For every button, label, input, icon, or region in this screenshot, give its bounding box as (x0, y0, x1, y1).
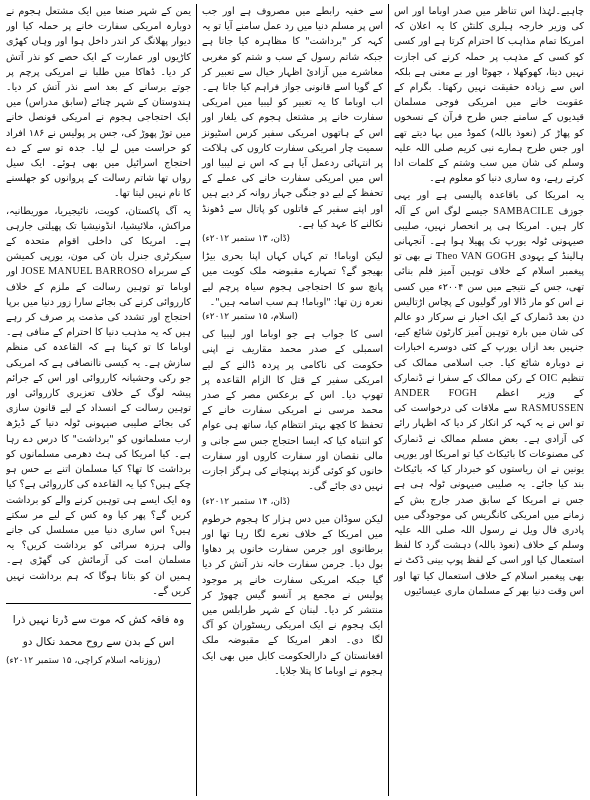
paragraph (6, 204, 191, 599)
paragraph: لیکن سوڈان میں دس ہزار کا ہجوم خرطوم میں امریکا کے خلاف نعرے لگا رہا تھا اور برطانوی اور جرمن سفارت خانوں پر دھاوا بول دیا۔ جرمن سفارت خانہ نذر آتش کر دیا گیا جبکہ امریکی سفارت خانے پر موجود پولیس نے مجمع پر آنسو گیس چھوڑ کر منتشر کر دیا۔ لبنان کے شہر طرابلس میں ایک ہجوم نے ایک امریکی ریسٹوران کو آگ لگا دی۔ ادھر امریکا کے مقبوضہ ملک افغانستان کے دارالحکومت کابل میں بھی ایک ہجوم نے اوباما کا پتلا جلایا۔ (202, 513, 383, 677)
paragraph (202, 327, 383, 509)
latin-name: OIC (539, 372, 558, 384)
paragraph (202, 4, 383, 247)
paragraph: چاہیے۔لہٰذا اس تناظر میں صدر اوباما اور اس کی وزیر خارجہ ہیلری کلنٹن کا یہ اعلان کہ امریکا تمام مذاہب کا احترام کرتا ہے اور کسی کو کسی کے مذہب پر حملہ کرنے کی اجازت نہیں دیتا، کھوکھلا ، جھوٹا اور بے معنی ہے بلکہ اس سے زیادہ حقیقت نہیں رکھتا۔ بگرام کے عقوبت خانے میں امریکی فوجی مسلمان قیدیوں کے سامنے جس طرح قرآن کے نسخوں کو پھاڑ کر (نعوذ باللہ) کموڈ میں بہا دیتے تھے اور جس طرح ہمارے نبی کریم صلی اللہ علیہ وسلم کی شان میں سب وشتم کے کلمات ادا کرتے رہے، وہ ساری دنیا کو معلوم ہے۔ (394, 6, 584, 185)
poem-line: وہ فاقہ کش کہ موت سے ڈرتا نہیں ذرا (12, 613, 185, 626)
text-fragment: سے ملاقات کی درخواست کی تو اس نے یہ کہہ کر انکار کر دیا کہ اظہار رائے کی آزادی ہے۔ بعض مسلم ممالک نے ڈنمارک کی مصنوعات کا بائیکاٹ کیا تو امریکا اور یورپی یونین نے ان ریاستوں کو خبردار کیا کہ بائیکاٹ بند کیا جائے۔ یہ صلیبی صیہونی ٹولہ ہی ہے جس نے امریکا کے سابق صدر جارج بش کے زمانے میں امریکی کانگریس کی موجودگی میں پادری فال ویل نے رسول اللہ صلی اللہ علیہ وسلم کے خلاف (نعوذ باللہ) دہشت گرد کا لفظ استعمال کیا اور اسی کے لفظ پوپ بینی ڈکٹ نے بھی پیغمبر اسلام کے خلاف استعمال کیا تھا اور اس وقت دنیا بھر کے مسلمان ماری عیسائیوں (394, 403, 584, 597)
poem-line: اس کے بدن سے روح محمد نکال دو (22, 635, 175, 648)
paragraph (202, 249, 383, 325)
text-fragment: جیسے لوگ اس کے آلہ کار ہیں۔ امریکا ہی پر انحصار نہیں، صلیبی صیہونی ٹولہ یورپ تک پھیلا ہوا ہے۔ آنجہانی ہالینڈ کے یہودی (394, 205, 584, 263)
paragraph: یمن کے شہر صنعا میں ایک مشتعل ہجوم نے دوبارہ امریکی سفارت خانے پر حملہ کیا اور دیوار پھلانگ کر اندر داخل ہوا اور وہاں کھڑی کاڑیوں اور عمارت کے ایک حصے کو نذر آتش کر دیا۔ ڈھاکا میں طلبا نے امریکی پرچم پر جوتے برسانے کے بعد اسے نذر آتش کر دیا۔ ہندوستان کے شہر چنائے (سابق مدراس) میں ایک احتجاجی ہجوم نے امریکی قونصل خانے میں توڑ پھوڑ کی، جس پر پولیس نے ۱۸۶ افراد کو حراست میں لے لیا۔ جدہ تو سے کے دے احتجاج اسرائیل میں بھی ہوئے۔ ایک سیل رواں تھا شاتم رسالت کے پروانوں کو جھلسنے کا نام نہیں لیتا تھا۔ (6, 6, 191, 200)
article-column-middle (196, 4, 389, 796)
source-citation: (اسلام، ۱۵ ستمبر ۲۰۱۲ء) (202, 312, 298, 323)
text-fragment: یہ امریکا کی باقاعدہ پالیسی ہے اور یہی جوزف (394, 190, 584, 217)
latin-name: ANDER FOGH RASMUSSEN (394, 388, 584, 415)
source-citation: (روزنامہ اسلام کراچی، ۱۵ ستمبر ۲۰۱۲ء) (6, 655, 161, 666)
article-column-right (389, 4, 584, 796)
latin-name: Theo VAN GOGH (435, 251, 516, 263)
source-citation: (ڈان، ۱۴ ستمبر ۲۰۱۲ء) (202, 496, 291, 507)
latin-name: SAMBACILE (493, 205, 554, 217)
divider (6, 603, 191, 604)
source-citation: (ڈان، ۱۳ ستمبر ۲۰۱۲ء) (202, 234, 291, 245)
latin-name: JOSE MANUEL BARROSO (21, 266, 145, 278)
text-fragment: اسی کا جواب ہے جو اوباما اور لیبیا کی اسمبلی کے صدر محمد مقاریف نے اپنی حکومت کی ناکامی پر پردہ ڈالنے کے لیے امریکی سفیر کے قتل کا الزام القاعدہ پر تھوپ دیا۔ اس کے برعکس مصر کے صدر محمد مرسی نے امریکی سفارت خانے کے تحفظ کا کچھ بہتر انتظام کیا، ساتھ ہی عوام کو انتباہ کیا کہ ایسا احتجاج جس سے جانی و مالی نقصان اور سفارت کاروں اور سفارت خانوں کو کوئی گزند پہنچانے کی ہرگز اجازت نہیں دی جائے گی۔ (202, 329, 383, 493)
text-fragment: لیکن اوباما! تم کہاں کہاں اپنا بحری بیڑا بھیجو گے؟ تمہارے مقبوضہ ملک کویت میں پانچ سو کا احتجاجی ہجوم سیاہ پرچم لیے نعرہ زن تھا: "اوباما! ہم سب اسامہ ہیں"۔ (202, 251, 383, 308)
text-fragment: سے خفیہ رابطے میں مصروف ہے اور جب اس پر مسلم دنیا میں رد عمل سامنے آیا تو یہ کہہ کر "برداشت" کا مظاہرہ کیا جاتا ہے جبکہ شاتم رسول کے سب و شتم کو مغربی معاشرے میں آزادیٔ اظہار خیال سے تعبیر کر کے گویا اسے قانونی جواز فراہم کیا جاتا ہے۔ اب اوباما کا یہ تعبیر کو لیبیا میں امریکی سفارت خانے پر مشتعل ہجوم کی یلغار اور اس کے ہاتھوں امریکی سفیر کرس اسٹیونز سمیت چار امریکی سفارت کاروں کی ہلاکت پر انتہائی ردعمل آیا ہے کہ اس نے لیبیا اور اس میں امریکی سفارت خانے کی عملے کے تحفظ کے لیے دو جنگی جہاز روانہ کر دیے ہیں اور اپنے سفیر کے قاتلوں کو پاتال سے ڈھونڈ نکالنے کا عہد کیا ہے۔ (202, 6, 383, 230)
text-fragment: یہ آگ پاکستان، کویت، نائیجیریا، موریطانیہ، مراکش، ملائیشیا، انڈونیشیا تک پھیلتی جارہی ہے۔ امریکا کی داخلی اقوام متحدہ کے سیکرٹری جنرل بان کی مون، یورپی کمیشن کے سربراہ (6, 205, 191, 278)
text-fragment: کے رکن ممالک کے سفرا نے ڈنمارک کے وزیر اعظم (394, 372, 584, 400)
paragraph (394, 188, 584, 598)
text-fragment: اور اوباما تو توہین رسالت کے ملزم کے خلاف کارروائی کرنے کی بجائے سارا زور دنیا میں برپا احتجاج اور تشدد کی مذمت پر صرف کر رہے ہیں کہ یہ مذہب دنیا کا احترام کے منافی ہے۔ اوباما کا تو کہنا ہے کہ القاعدہ کی منظم سازش ہے۔ یہ کیسی ناانصافی ہے کہ امریکی جو رکی وحشیانہ کارروائی اور اس کے جرائم پیشہ لوگ کے خلاف تعزیری کارروائی اور توہین رسالت کے انسداد کے لیے قانون سازی کی بجائے صلیبی صیہونی ٹولہ دنیا کے ڈیڑھ ارب مسلمانوں کو "برداشت" کا درس دے رہا ہے۔ کیا امریکا کی ہٹ دھرمی مسلمانوں کو برداشت کا تھا؟ کیا مسلمان اتنے بے حس ہو چکے ہیں؟ کیا یہ القاعدہ کی کارروائی ہے؟ کیا وہ ایک ایسے ہی توہین کرنے والے کو برداشت کریں گے؟ پھر کیا وہ کس کے لیے مر سکتے ہیں؟ اس ساری دنیا میں مسلسل کی جانے والی ہرزہ سرائی کو برداشت کریں؟ یہ مسلمان امت کی آزمائش کی گھڑی ہے۔ ہمیں ان کو بتانا ہوگا کہ ہم برداشت نہیں کریں گے۔ (6, 266, 191, 597)
article-column-left (6, 4, 196, 796)
text-fragment: نے بھی تو پیغمبر اسلام کے خلاف توہین آمیز فلم بنائی تھی، جس کے نتیجے میں سن ۲۰۰۴ء میں کسی نے اس کو مار ڈالا اور گولیوں کے پچاس اڑتالیس دن بعد ڈنمارک کے ایک اخبار نے سرکار دو عالم کی شان میں بارہ توہین آمیز کارٹون شائع کیے، جنہیں بعد ازاں یورپ کے کئی دوسرے اخبارات نے دوبارہ شائع کیا۔ جب اسلامی ممالک کی تنظیم (394, 251, 584, 384)
